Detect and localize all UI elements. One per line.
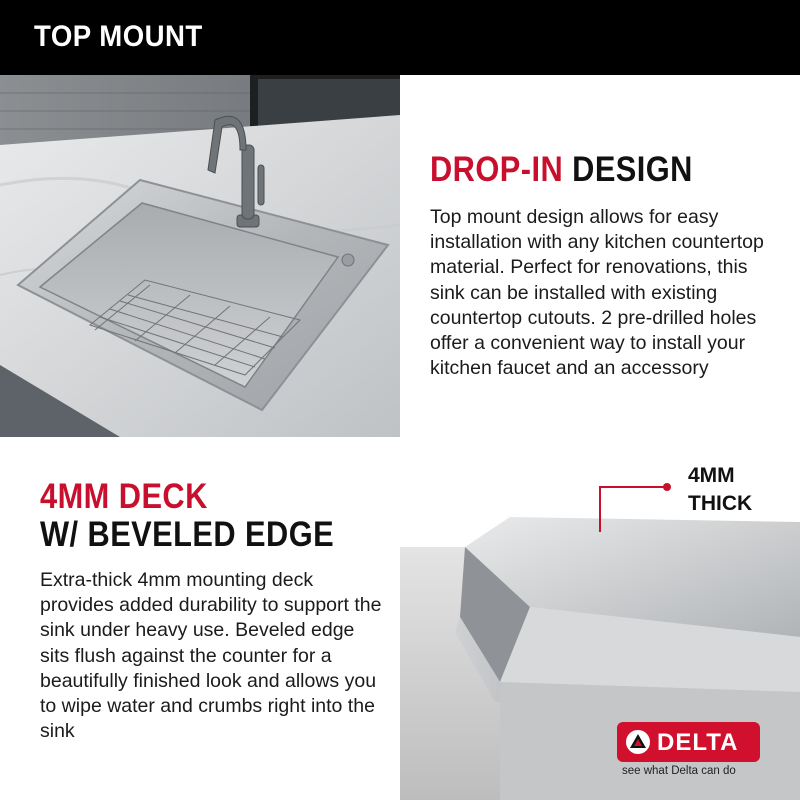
deck-heading-red: 4MM DECK — [40, 477, 208, 516]
header-bar — [0, 0, 800, 75]
drop-in-heading-red: DROP-IN — [430, 150, 564, 189]
sink-photo — [0, 75, 400, 437]
drop-in-description: Top mount design allows for easy installation with any kitchen countertop material. Perfect for renovations, this sink can be installed with existing countertop cutouts. 2 pre-drilled holes offer a convenient way to install your kitchen faucet and an accessory — [430, 206, 764, 380]
thickness-callout-line1: 4MM — [688, 464, 735, 487]
delta-logo — [617, 722, 760, 762]
brand-tagline: see what Delta can do — [622, 765, 736, 777]
deck-heading — [40, 478, 334, 554]
deck-description: Extra-thick 4mm mounting deck provides added durability to support the sink under heavy use. Beveled edge sits flush against the counter for a beautifully finished look and allows you to wipe water and crumbs right into the sink — [40, 569, 382, 743]
drop-in-heading — [430, 150, 693, 190]
page-title: TOP MOUNT — [34, 20, 203, 53]
drop-in-heading-black: DESIGN — [572, 150, 693, 189]
thickness-callout — [688, 462, 752, 518]
delta-logo-text: DELTA — [657, 729, 739, 756]
thickness-callout-line2: THICK — [688, 492, 753, 515]
delta-triangle-icon — [625, 729, 651, 755]
deck-heading-black: W/ BEVELED EDGE — [40, 515, 335, 554]
